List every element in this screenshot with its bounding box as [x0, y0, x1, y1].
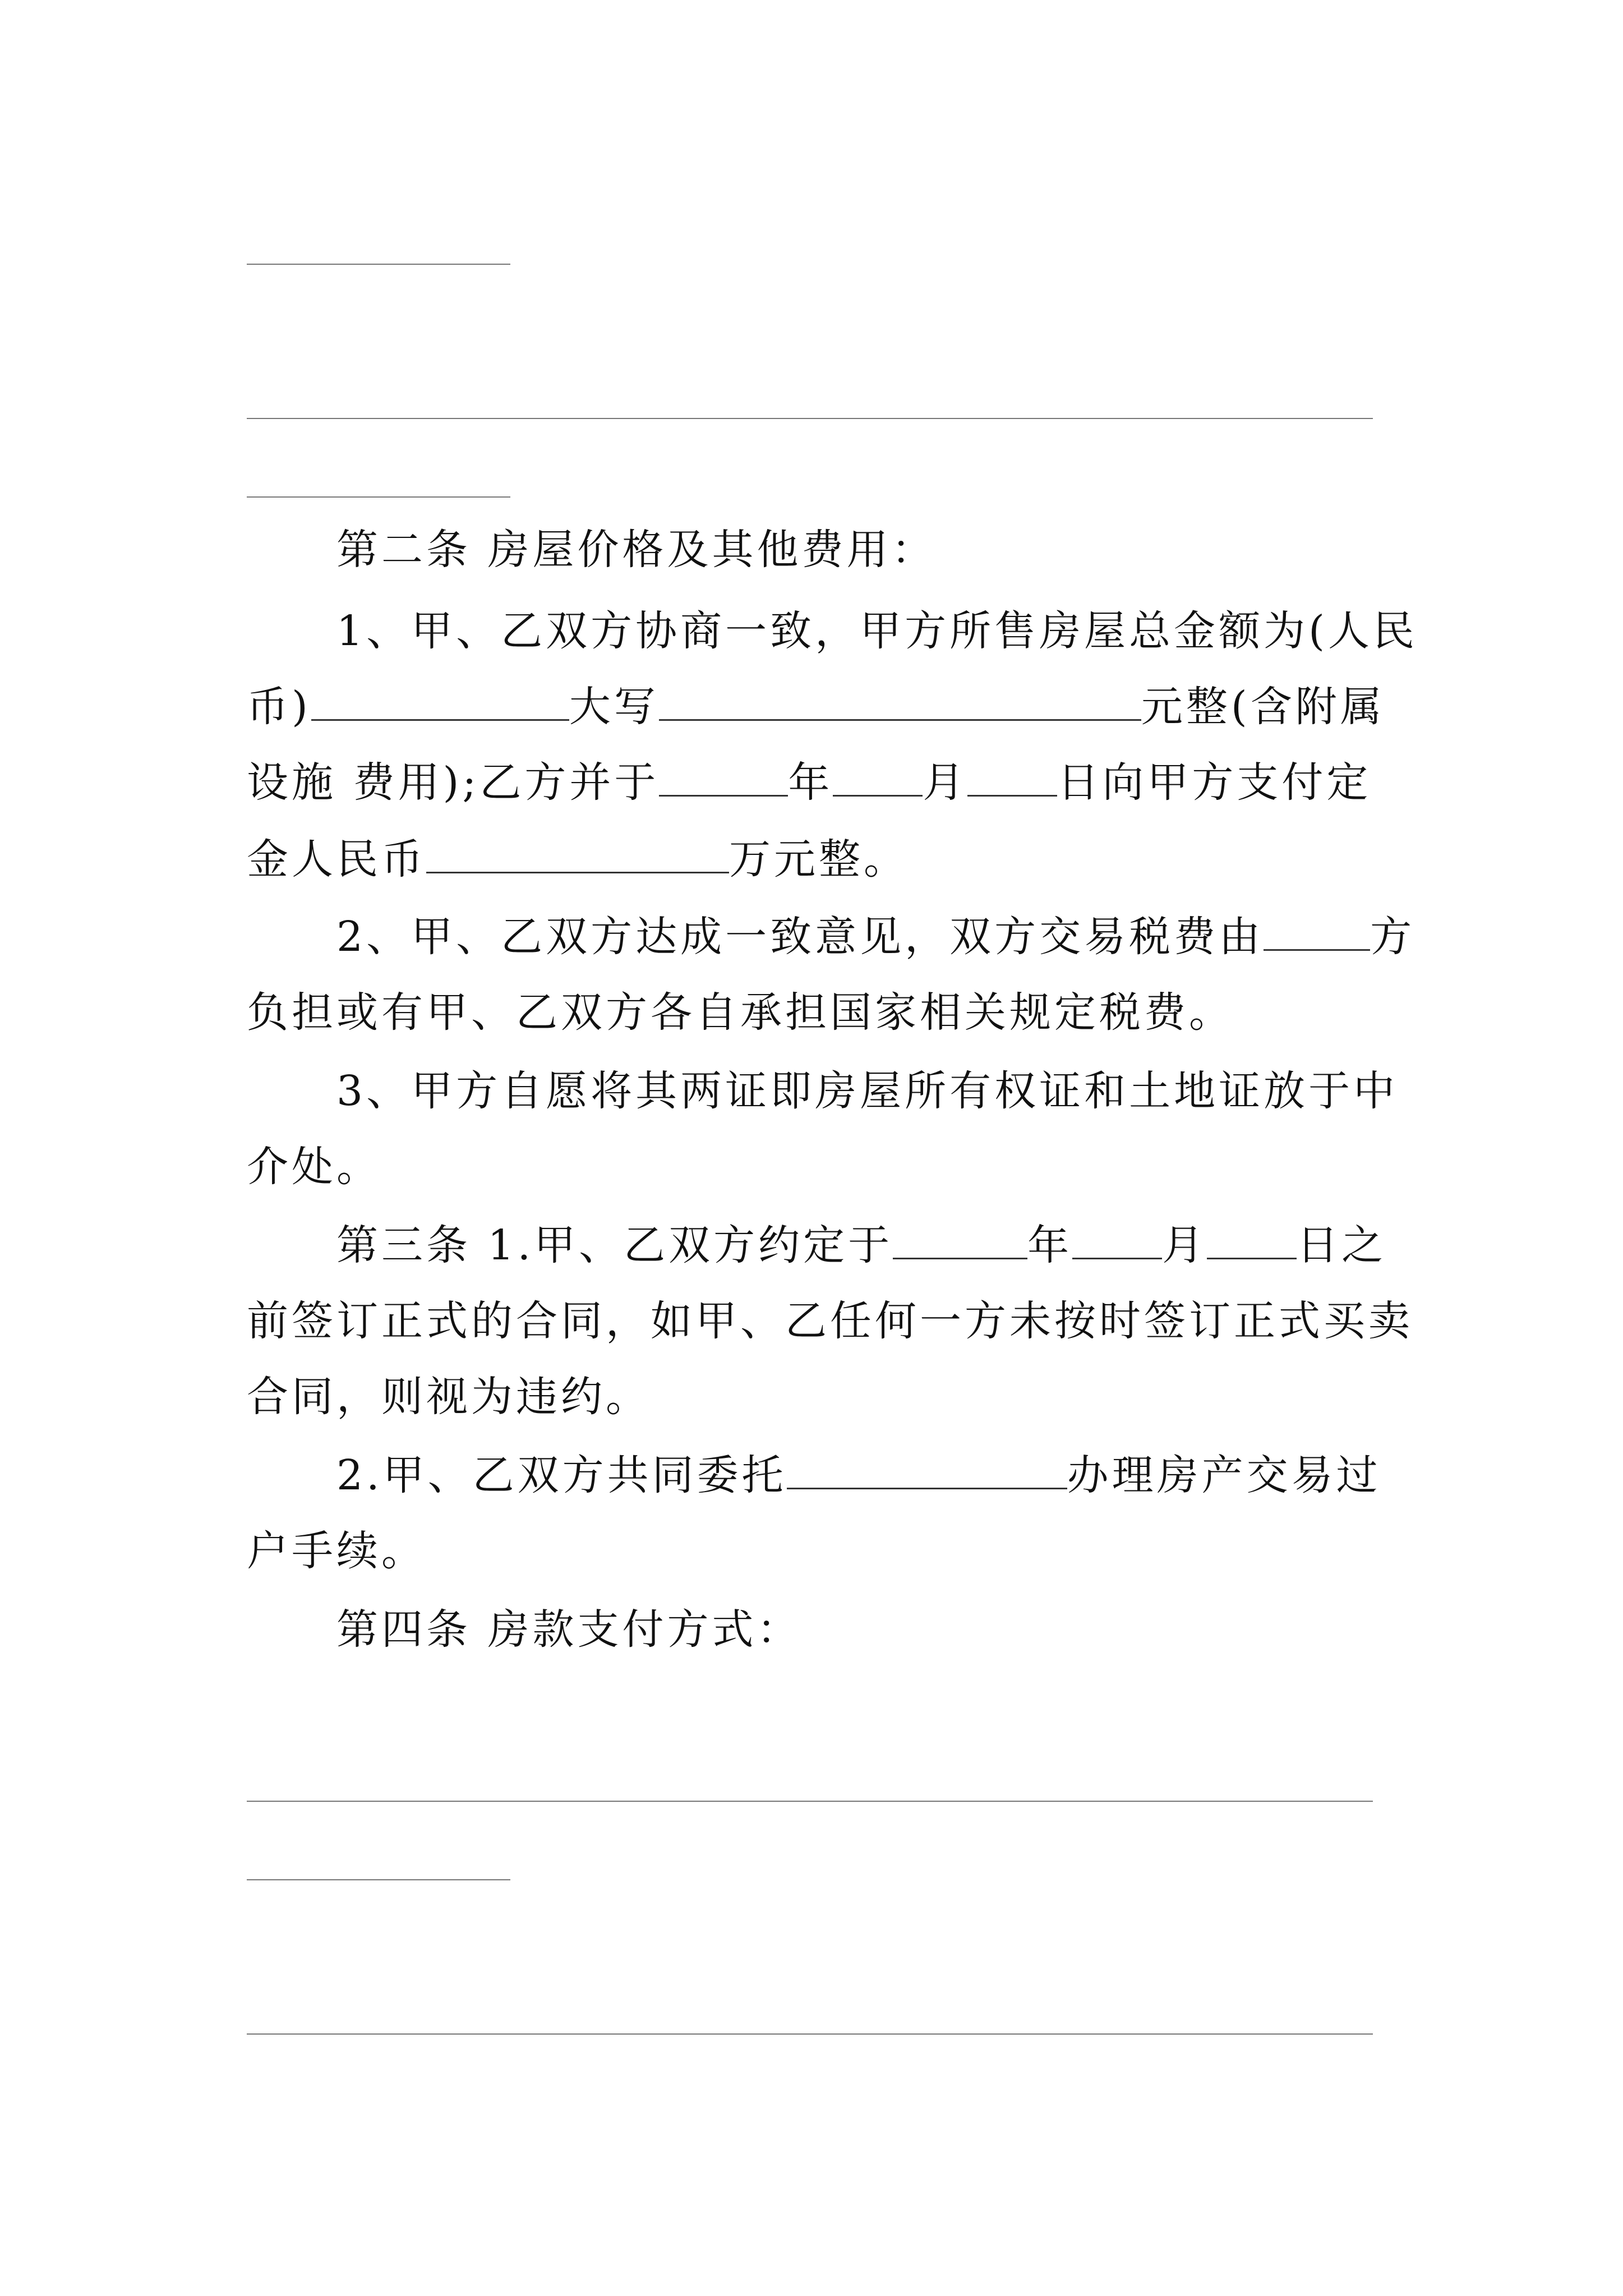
- clause-3-2-line-2: 户手续。: [247, 1527, 426, 1575]
- section-4-title: 第四条 房款支付方式：: [336, 1605, 802, 1654]
- fill-in-blank: [1264, 914, 1370, 951]
- clause-3-1-line-3: 合同，则视为违约。: [247, 1373, 651, 1421]
- fill-in-blank: [659, 684, 1141, 721]
- fill-in-blank: [1207, 1223, 1297, 1259]
- text: 日向甲方支付定: [1057, 758, 1372, 807]
- text: 第三条 1.甲、乙双方约定于: [336, 1221, 893, 1269]
- blank-line: [247, 496, 510, 498]
- fill-in-blank: [967, 760, 1057, 797]
- text: 年: [1027, 1221, 1073, 1269]
- text: 年: [788, 758, 833, 807]
- clause-2-3-line-2: 介处。: [247, 1143, 381, 1191]
- clause-2-1-line-2: [247, 679, 1385, 735]
- blank-line: [247, 1879, 510, 1880]
- clause-3-1-line-2: 前签订正式的合同，如甲、乙任何一方未按时签订正式买卖: [247, 1297, 1413, 1345]
- clause-2-2-line-1: [336, 909, 1415, 965]
- blank-line: [247, 1801, 1373, 1802]
- clause-2-2-line-2: 负担或有甲、乙双方各自承担国家相关规定税费。: [247, 988, 1234, 1037]
- text: 方: [1370, 913, 1415, 961]
- fill-in-blank: [1072, 1223, 1162, 1259]
- text: 大写: [569, 683, 659, 731]
- clause-3-2-line-1: [336, 1447, 1381, 1503]
- fill-in-blank: [426, 837, 729, 873]
- text: 万元整。: [729, 835, 909, 884]
- blank-line: [247, 418, 1373, 419]
- text: 币): [247, 683, 311, 731]
- fill-in-blank: [787, 1453, 1067, 1489]
- text: 月: [923, 758, 968, 807]
- fill-in-blank: [893, 1223, 1027, 1259]
- clause-2-1-line-1: 1、甲、乙双方协商一致，甲方所售房屋总金额为(人民: [336, 607, 1418, 655]
- fill-in-blank: [311, 684, 569, 721]
- text: 设施 费用);乙方并于: [247, 758, 660, 807]
- text: 办理房产交易过: [1067, 1451, 1381, 1499]
- clause-2-1-line-3: [247, 754, 1371, 811]
- section-2-title: 第二条 房屋价格及其他费用：: [336, 526, 937, 574]
- clause-2-3-line-1: 3、甲方自愿将其两证即房屋所有权证和土地证放于中: [336, 1067, 1399, 1115]
- text: 日之: [1297, 1221, 1387, 1269]
- text: 2、甲、乙双方达成一致意见，双方交易税费由: [336, 913, 1264, 961]
- clause-2-1-line-4: [247, 831, 909, 887]
- fill-in-blank: [659, 760, 788, 797]
- text: 2.甲、乙双方共同委托: [336, 1451, 787, 1499]
- blank-line: [247, 264, 510, 265]
- blank-line: [247, 2033, 1373, 2035]
- text: 金人民币: [247, 835, 426, 884]
- text: 月: [1162, 1221, 1207, 1269]
- fill-in-blank: [833, 760, 923, 797]
- text: 元整(含附属: [1141, 683, 1385, 731]
- clause-3-1-line-1: [336, 1217, 1386, 1273]
